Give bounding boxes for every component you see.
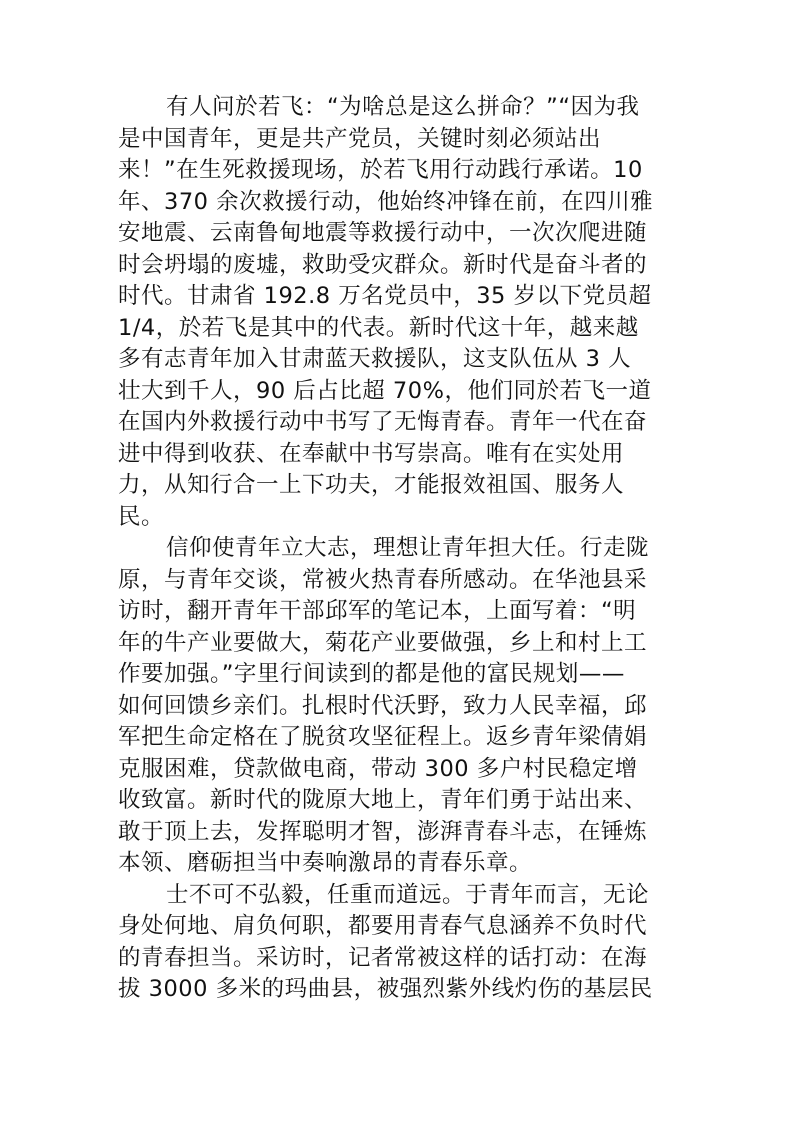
text-line: 力，从知行合一上下功夫，才能报效祖国、服务人 — [118, 472, 625, 498]
text-line: 民。 — [118, 503, 165, 530]
text-line: 收致富。新时代的陇原大地上，青年们勇于站出来、 — [118, 787, 648, 813]
text-line: 来！”在生死救援现场，於若飞用行动践行承诺。10 — [118, 157, 643, 183]
text-line: 时代。甘肃省 192.8 万名党员中，35 岁以下党员超 — [118, 283, 652, 309]
text-line: 时会坍塌的废墟，救助受灾群众。新时代是奋斗者的 — [118, 251, 648, 278]
text-line: 年、370 余次救援行动，他始终冲锋在前，在四川雅 — [118, 188, 654, 215]
text-line: 敢于顶上去，发挥聪明才智，澎湃青春斗志，在锤炼 — [118, 818, 648, 845]
text-line: 原，与青年交谈，常被火热青春所感动。在华池县采 — [118, 566, 648, 593]
text-line: 在国内外救援行动中书写了无悔青春。青年一代在奋 — [118, 409, 648, 435]
text-line: 多有志青年加入甘肃蓝天救援队，这支队伍从 3 人 — [118, 346, 632, 372]
text-line: 克服困难，贷款做电商，带动 300 多户村民稳定增 — [118, 755, 638, 782]
text-line: 的青春担当。采访时，记者常被这样的话打动：在海 — [118, 944, 648, 971]
text-line: 有人问於若飞：“为啥总是这么拼命？”“因为我 — [166, 94, 640, 120]
text-line: 是中国青年，更是共产党员，关键时刻必须站出 — [118, 125, 602, 152]
text-line: 拔 3000 多米的玛曲县，被强烈紫外线灼伤的基层民 — [118, 976, 653, 1002]
text-line: 1/4，於若飞是其中的代表。新时代这十年，越来越 — [118, 314, 639, 341]
paragraph-1 — [118, 92, 678, 533]
text-line: 安地震、云南鲁甸地震等救援行动中，一次次爬进随 — [118, 220, 648, 246]
text-line: 军把生命定格在了脱贫攻坚征程上。返乡青年梁倩娟 — [118, 724, 648, 750]
paragraph-3 — [118, 880, 678, 1006]
text-line: 进中得到收获、在奉献中书写崇高。唯有在实处用 — [118, 440, 625, 467]
text-line: 士不可不弘毅，任重而道远。于青年而言，无论 — [166, 881, 650, 908]
text-line: 壮大到千人，90 后占比超 70%，他们同於若飞一道 — [118, 377, 652, 404]
article-body — [118, 92, 678, 1006]
text-line: 本领、磨砺担当中奏响激昂的青春乐章。 — [118, 850, 533, 876]
text-line: 如何回馈乡亲们。扎根时代沃野，致力人民幸福，邱 — [118, 692, 648, 719]
text-line: 访时，翻开青年干部邱军的笔记本，上面写着：“明 — [118, 598, 637, 624]
text-line: 身处何地、肩负何职，都要用青春气息涵养不负时代 — [118, 913, 648, 939]
text-line: 信仰使青年立大志，理想让青年担大任。行走陇 — [166, 535, 650, 561]
paragraph-2 — [118, 533, 678, 880]
text-line: 年的牛产业要做大，菊花产业要做强，乡上和村上工 — [118, 629, 648, 656]
text-line: 作要加强。”字里行间读到的都是他的富民规划—— — [118, 661, 625, 687]
